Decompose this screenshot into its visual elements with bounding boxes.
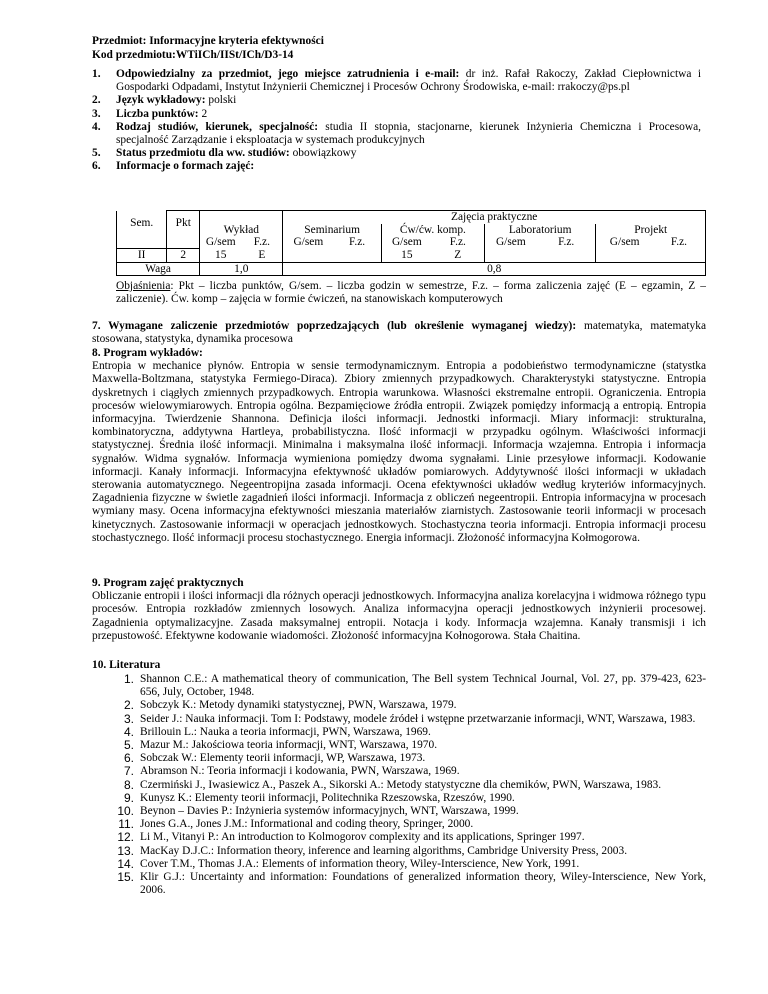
- info-item-4: 4. Rodzaj studiów, kierunek, specjalność: studia II stopnia, stacjonarne, kierunek Inżynieria Chemiczna i Procesowa, specjalność Zarządzanie i eksploatacja w systemach produkcyjnych: [92, 120, 701, 147]
- section-9-text: Obliczanie entropii i ilości informacji dla różnych operacji jednostkowych. Informacyjna analiza korelacyjna i widmowa różnego typu procesów. Entropia rozkładów zmiennych losowych. Analiza informacyjna operacji jednostkowych inżynierii procesowej. Zagadnienia optymalizacyjne. Zasada maksymalnej entropii. Notacja i kody. Informacja wzajemna. Kanały transmisji i ich przepustowość. Efektywne kodowanie wiadomości. Złożoność informacyjna Kołnogorowa. Stała Chaitina.: [92, 590, 706, 642]
- literature-item-text: Brillouin L.: Nauka a teoria informacji, PWN, Warszawa, 1969.: [140, 725, 431, 738]
- literature-item-number: 5.: [123, 738, 134, 753]
- cwiczenia-gsem: G/sem: [381, 236, 431, 249]
- info-label: Status przedmiotu dla ww. studiów:: [116, 147, 290, 160]
- class-forms-table: [116, 210, 706, 276]
- literature-item: [104, 792, 706, 805]
- literature-item: [104, 858, 706, 871]
- info-label: Liczba punktów:: [116, 107, 199, 120]
- section-10-heading: [92, 659, 706, 672]
- info-label: Informacje o formach zajęć:: [116, 160, 255, 173]
- info-item-2: 2. Język wykładowy: polski: [92, 94, 237, 107]
- info-label: Odpowiedzialny za przedmiot, jego miejsce zatrudnienia i e-mail:: [116, 68, 460, 80]
- literature-item: [104, 805, 706, 818]
- laboratorium-header: Laboratorium: [484, 224, 596, 237]
- literature-item-number: 14.: [117, 856, 134, 871]
- projekt-gsem: G/sem: [596, 236, 653, 249]
- seminarium-gsem: G/sem: [283, 236, 333, 249]
- info-value: dr inż. Rafał Rakoczy, Zakład Ciepłownictwa i Gospodarki Odpadami, Instytut Inżynierii Chemicznej i Procesów Ochrony Środowiska, e-mail: rrakoczy@ps.pl: [116, 68, 701, 94]
- literature-item: [104, 845, 706, 858]
- literature-item-number: 2.: [123, 698, 134, 713]
- literature-item-text: Cover T.M., Thomas J.A.: Elements of information theory, Wiley-Interscience, New York, 1991.: [140, 857, 580, 870]
- literature-item: [104, 699, 706, 712]
- row-wyklad-fz: E: [241, 249, 283, 263]
- info-label: Język wykładowy:: [116, 94, 206, 107]
- row-wyklad-gsem: 15: [200, 249, 242, 263]
- row-sem: II: [117, 249, 167, 263]
- literature-item-number: 8.: [123, 777, 134, 792]
- row-cwiczenia-gsem: 15: [381, 249, 431, 263]
- section-8-text: Entropia w mechanice płynów. Entropia w sensie termodynamicznym. Entropia a podobieństwo termodynamiczne (statystka Maxwella-Boltzmana, statystyka Fermiego-Diraca). Zbiory zmiennych przypadkowych. Charakterystyki statystyczne. Entropia dyskretnych i ciągłych zmiennych przypadkowych. Entropia warunkowa. Własności ekstremalne entropii. Ograniczenia. Entropia procesów wielowymiarowych. Entropia ogólna. Bezpamięciowe źródła entropii. Związek pomiędzy informacją a entropią. Entropia informacyjna. Twierdzenie Shannona. Definicja ilości informacji. Jednostki informacji. Miary informacji: strukturalna, kombinatoryczna, addytywna Hartleya, probabilistyczna. Ilość informacji w przypadku ogólnym. Właściwości informacji statystycznej. Średnia ilość informacji. Minimalna i maksymalna ilość informacji. Informacja wzajemna. Entropia i informacja sygnałów. Widma sygnałów. Informacja wymieniona pomiędzy dwoma sygnałami. Linie przesyłowe informacji. Kodowanie informacji. Kanały informacji. Informacyjna efektywność układów pomiarowych. Addytywność ilości informacji w układach sterowania automatycznego. Negeentropijna zasada informacji. Ocena efektywności układów według kryteriów informacyjnych. Zagadnienia fizyczne w świetle zagadnień ilości informacji. Informacja z obliczeń negeentropii. Entropia informacyjna w procesach wymiany masy. Ocena informacyjna efektywności mieszania materiałów ziarnistych. Zastosowanie teorii informacji w procesach kinetycznych. Zastosowanie informacji w operacjach jednostkowych. Stochastyczna teoria informacji. Entropia informacji procesu stochastycznego. Ilość informacji procesu stochastycznego. Energia informacji. Złożoność informacyjna Kołmogorowa.: [92, 360, 706, 544]
- course-title: Przedmiot: Informacyjne kryteria efektywności: [92, 35, 324, 47]
- row-cwiczenia-fz: Z: [432, 249, 485, 263]
- table-legend: [116, 280, 706, 306]
- cwiczenia-fz: F.z.: [432, 236, 485, 249]
- literature-item: [104, 831, 706, 844]
- literature-item-number: 10.: [117, 804, 134, 819]
- waga-wyklad: 1,0: [200, 262, 283, 276]
- literature-item: [104, 726, 706, 739]
- projekt-header: Projekt: [596, 224, 706, 237]
- literature-item-number: 7.: [123, 764, 134, 779]
- literature-item-number: 6.: [123, 751, 134, 766]
- info-item-3: 3. Liczba punktów: 2: [92, 107, 208, 120]
- literature-item-number: 11.: [118, 817, 134, 832]
- section-7: [92, 320, 706, 346]
- section-7-text: matematyka, matematyka stosowana, statystyka, dynamika procesowa: [92, 320, 706, 346]
- section-9: [92, 577, 706, 643]
- section-8: [92, 347, 706, 545]
- info-value: 2: [198, 107, 208, 120]
- laboratorium-gsem: G/sem: [484, 236, 537, 249]
- legend-title: Objaśnienia: [116, 280, 171, 292]
- wyklad-fz: F.z.: [241, 236, 283, 249]
- literature-list: [104, 673, 706, 897]
- info-value: studia II stopnia, stacjonarne, kierunek Inżynieria Chemiczna i Procesowa, specjalność Zarządzanie i eksploatacja w systemach produkcyjnych: [116, 120, 701, 147]
- literature-item-text: Czermiński J., Iwasiewicz A., Paszek A., Sikorski A.: Metody statystyczne dla chemików, PWN, Warszawa, 1983.: [140, 778, 662, 791]
- wyklad-gsem: G/sem: [200, 236, 242, 249]
- literature-item-text: Klir G.J.: Uncertainty and information: Foundations of generalized information theory, Wiley-Interscience, New York, 2006.: [140, 871, 706, 897]
- literature-item-number: 13.: [117, 843, 134, 858]
- wyklad-header: Wykład: [200, 211, 283, 237]
- literature-item-text: Shannon C.E.: A mathematical theory of communication, The Bell system Technical Journal, Vol. 27, pp. 379-423, 623-656, July, October, 1948.: [140, 673, 706, 699]
- literature-item-text: Kunysz K.: Elementy teorii informacji, Politechnika Rzeszowska, Rzeszów, 1990.: [140, 791, 515, 804]
- literature-item: [104, 871, 706, 897]
- literature-item-number: 4.: [123, 724, 134, 739]
- sem-header: Sem.: [117, 211, 167, 237]
- info-item-5: 5. Status przedmiotu dla ww. studiów: obowiązkowy: [92, 147, 357, 160]
- literature-item: [104, 752, 706, 765]
- literature-item-number: 15.: [117, 870, 134, 885]
- literature-item-number: 9.: [123, 790, 134, 805]
- literature-item: [104, 818, 706, 831]
- literature-item-text: MacKay D.J.C.: Information theory, inference and learning algorithms, Cambridge University Press, 2003.: [140, 844, 628, 857]
- course-code: Kod przedmiotu:WTiICh/IISt/ICh/D3-14: [92, 49, 294, 61]
- section-7-label: 7. Wymagane zaliczenie przedmiotów poprzedzających (lub określenie wymaganej wiedzy):: [92, 320, 577, 332]
- literature-item-text: Sobczak W.: Elementy teorii informacji, WP, Warszawa, 1973.: [140, 752, 426, 765]
- literature-item-text: Mazur M.: Jakościowa teoria informacji, WNT, Warszawa, 1970.: [140, 739, 438, 752]
- document-header: [92, 34, 324, 62]
- literature-item: [104, 779, 706, 792]
- literature-item-text: Abramson N.: Teoria informacji i kodowania, PWN, Warszawa, 1969.: [140, 765, 460, 778]
- projekt-fz: F.z.: [653, 236, 706, 249]
- seminarium-header: Seminarium: [283, 224, 382, 237]
- cwiczenia-header: Ćw/ćw. komp.: [381, 224, 484, 237]
- info-value: polski: [205, 94, 237, 107]
- literature-item-number: 12.: [117, 830, 134, 845]
- zajecia-header: Zajęcia praktyczne: [283, 211, 706, 224]
- section-9-label: 9. Program zajęć praktycznych: [92, 577, 244, 589]
- pkt-header: Pkt: [167, 211, 200, 237]
- info-label: Rodzaj studiów, kierunek, specjalność:: [116, 120, 319, 133]
- info-item-6: 6. Informacje o formach zajęć:: [92, 160, 255, 173]
- info-item-1: 1. Odpowiedzialny za przedmiot, jego miejsce zatrudnienia i e-mail: dr inż. Rafał Rakoczy, Zakład Ciepłownictwa i Gospodarki Odpadami, Instytut Inżynierii Chemicznej i Procesów Ochrony Środowiska, e-mail: rrakoczy@ps.pl: [92, 68, 701, 94]
- legend-text: : Pkt – liczba punktów, G/sem. – liczba godzin w semestrze, F.z. – forma zaliczenia zajęć (E – egzamin, Z – zaliczenie). Ćw. komp – zajęcia w formie ćwiczeń, na stanowiskach komputerowych: [116, 280, 706, 306]
- section-10-label: 10. Literatura: [92, 659, 161, 671]
- literature-item: [104, 673, 706, 699]
- literature-item-text: Li M., Vitanyi P.: An introduction to Kolmogorov complexity and its applications, Springer 1997.: [140, 831, 585, 844]
- row-pkt: 2: [167, 249, 200, 263]
- info-list: [92, 68, 701, 174]
- info-value: obowiązkowy: [289, 147, 357, 160]
- waga-label: Waga: [117, 262, 200, 276]
- literature-item-text: Seider J.: Nauka informacji. Tom I: Podstawy, modele źródeł i wstępne przetwarzanie informacji, WNT, Warszawa, 1983.: [140, 712, 696, 725]
- literature-item-number: 1.: [123, 672, 134, 686]
- literature-item-number: 3.: [123, 711, 134, 726]
- literature-item: [104, 713, 706, 726]
- section-8-label: 8. Program wykładów:: [92, 347, 203, 359]
- literature-item-text: Jones G.A., Jones J.M.: Informational and coding theory, Springer, 2000.: [140, 818, 474, 831]
- literature-item-text: Beynon – Davies P.: Inżynieria systemów informacyjnych, WNT, Warszawa, 1999.: [140, 805, 519, 818]
- laboratorium-fz: F.z.: [537, 236, 596, 249]
- literature-item: [104, 765, 706, 778]
- waga-zajecia: 0,8: [283, 262, 706, 276]
- literature-item: [104, 739, 706, 752]
- literature-item-text: Sobczyk K.: Metody dynamiki statystycznej, PWN, Warszawa, 1979.: [140, 699, 457, 712]
- seminarium-fz: F.z.: [333, 236, 381, 249]
